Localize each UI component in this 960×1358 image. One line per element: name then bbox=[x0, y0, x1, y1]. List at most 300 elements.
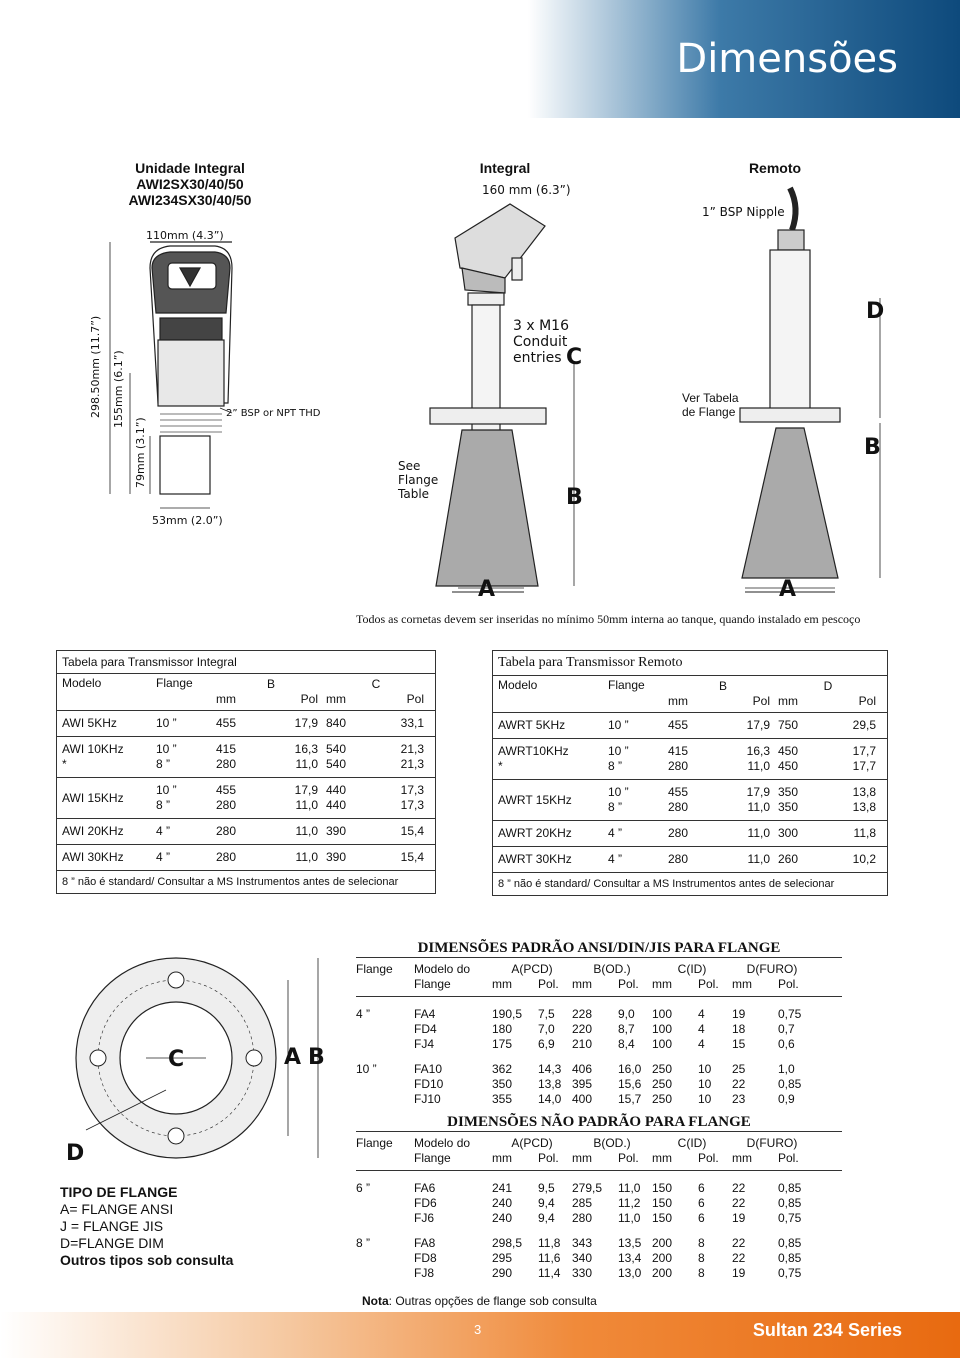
flange-value: 180 bbox=[492, 1022, 513, 1036]
flange-drawing bbox=[56, 940, 346, 1170]
b-mm-cell bbox=[216, 742, 268, 772]
integral-horn-drawing bbox=[430, 204, 574, 588]
flange-value: 0,85 bbox=[778, 1251, 802, 1265]
flange-header-spacer bbox=[356, 977, 414, 992]
flange-subheader-cell: mm bbox=[732, 1151, 752, 1165]
modelo-cell-line: AWI 10KHz bbox=[62, 742, 124, 756]
flange-value: FA8 bbox=[414, 1236, 436, 1250]
c-pol-cell-line: 21,3 bbox=[400, 742, 424, 756]
flange-header-cell: A(PCD) bbox=[511, 1136, 553, 1150]
b-pol-cell bbox=[720, 852, 778, 867]
see-flange-1: See bbox=[398, 459, 421, 473]
flange-value: 0,85 bbox=[778, 1077, 802, 1091]
flange-cell-line: 8 ” bbox=[608, 759, 623, 773]
flange-d-in-col bbox=[778, 1181, 812, 1226]
flange-value: 22 bbox=[732, 1251, 746, 1265]
transmitter-drawings bbox=[0, 118, 960, 608]
flange-a-in-col bbox=[538, 1007, 572, 1052]
modelo-cell bbox=[498, 852, 608, 867]
c-mm-cell bbox=[326, 824, 376, 839]
flange-subheader-cell: mm bbox=[652, 1151, 672, 1165]
b-pol-cell-line: 11,0 bbox=[747, 800, 770, 814]
modelo-cell-line: * bbox=[62, 757, 67, 771]
b-mm-cell-line: 280 bbox=[668, 759, 689, 773]
b-pol-cell-line: 17,9 bbox=[294, 716, 318, 730]
flange-value: 15,6 bbox=[618, 1077, 642, 1091]
flange-type-jis: J = FLANGE JIS bbox=[60, 1218, 164, 1234]
letter-a-remote: A bbox=[779, 577, 797, 602]
table-row bbox=[493, 821, 887, 847]
flange-value: 11,6 bbox=[538, 1251, 561, 1265]
flange-value: 9,4 bbox=[538, 1196, 555, 1210]
flange-value: 9,0 bbox=[618, 1007, 635, 1021]
letter-a-integral: A bbox=[478, 577, 496, 602]
table-row bbox=[57, 778, 435, 819]
modelo-cell bbox=[62, 850, 156, 865]
col-d-group bbox=[778, 679, 878, 709]
c-mm-cell-line: 540 bbox=[326, 742, 347, 756]
c-pol-cell-line: 21,3 bbox=[400, 757, 424, 771]
note-bold: Nota bbox=[362, 1294, 389, 1308]
flange-value: 22 bbox=[732, 1196, 746, 1210]
flange-value: 190,5 bbox=[492, 1007, 523, 1021]
ver-tabela-2: de Flange bbox=[682, 405, 736, 419]
flange-value: 0,6 bbox=[778, 1037, 795, 1051]
table-row bbox=[493, 847, 887, 873]
flange-value: 10 bbox=[698, 1092, 712, 1106]
integral-unit-model-1: AWI2SX30/40/50 bbox=[136, 176, 244, 192]
flange-nonstd-title: DIMENSÕES NÃO PADRÃO PARA FLANGE bbox=[356, 1114, 842, 1132]
flange-subheader-cell: Flange bbox=[414, 1151, 451, 1165]
table-row bbox=[57, 711, 435, 737]
b-mm-cell bbox=[216, 783, 268, 813]
b-mm-cell-line: 455 bbox=[216, 716, 237, 730]
b-pol-cell-line: 16,3 bbox=[294, 742, 318, 756]
flange-value: 0,75 bbox=[778, 1266, 802, 1280]
letter-b-integral: B bbox=[566, 485, 583, 510]
flange-d-in-col bbox=[778, 1062, 812, 1107]
b-pol-cell-line: 11,0 bbox=[747, 759, 770, 773]
flange-header-cell: B(OD.) bbox=[593, 962, 631, 976]
modelo-cell bbox=[62, 791, 156, 806]
table-row bbox=[57, 845, 435, 871]
flange-cell-line: 4 ” bbox=[608, 826, 623, 840]
letter-b-remote: B bbox=[864, 435, 881, 460]
flange-value: 100 bbox=[652, 1007, 673, 1021]
col-c: C bbox=[371, 677, 381, 691]
modelo-cell bbox=[498, 718, 608, 733]
c-pol-cell bbox=[376, 783, 424, 813]
integral-unit-model-2: AWI234SX30/40/50 bbox=[128, 192, 252, 208]
flange-subheader-cell: Pol. bbox=[778, 1151, 799, 1165]
nipple-label: 1” BSP Nipple bbox=[702, 205, 785, 219]
integral-table-header bbox=[57, 674, 435, 711]
flange-group bbox=[356, 997, 842, 1052]
flange-value: 395 bbox=[572, 1077, 593, 1091]
flange-value: 4 bbox=[698, 1007, 705, 1021]
flange-size-cell: 10 ” bbox=[356, 1062, 377, 1076]
flange-subheader-cell: mm bbox=[732, 977, 752, 991]
b-mm-cell-line: 415 bbox=[668, 744, 689, 758]
flange-value: 210 bbox=[572, 1037, 593, 1051]
flange-a-mm-col bbox=[492, 1181, 538, 1226]
flange-value: 343 bbox=[572, 1236, 593, 1250]
c-pol-cell bbox=[828, 744, 876, 774]
col-c-pol: Pol bbox=[406, 692, 424, 706]
flange-letter-d: D bbox=[66, 1141, 85, 1166]
c-pol-cell-line: 10,2 bbox=[852, 852, 876, 866]
b-mm-cell-line: 455 bbox=[216, 783, 237, 797]
flange-subheader-cell: mm bbox=[492, 977, 512, 991]
flange-value: 6 bbox=[698, 1181, 705, 1195]
flange-d-in-col bbox=[778, 1007, 812, 1052]
table-row bbox=[493, 713, 887, 739]
flange-c-mm-col bbox=[652, 1181, 698, 1226]
b-pol-cell bbox=[268, 783, 326, 813]
flange-header-row-2 bbox=[356, 977, 842, 997]
b-pol-cell-line: 11,0 bbox=[295, 824, 318, 838]
flange-cell-line: 10 ” bbox=[608, 744, 629, 758]
letter-c-integral: C bbox=[566, 345, 583, 370]
c-pol-cell bbox=[828, 785, 876, 815]
modelo-cell bbox=[62, 742, 156, 772]
flange-subheader-cell: Pol. bbox=[538, 977, 559, 991]
b-pol-cell-line: 17,9 bbox=[294, 783, 318, 797]
c-mm-cell-line: 390 bbox=[326, 824, 347, 838]
flange-subheader-cell: mm bbox=[572, 1151, 592, 1165]
flange-value: 0,85 bbox=[778, 1196, 802, 1210]
c-pol-cell bbox=[828, 852, 876, 867]
flange-subheader-cell: Pol. bbox=[698, 977, 719, 991]
dim-110-label: 110mm (4.3”) bbox=[146, 229, 224, 242]
flange-value: 8 bbox=[698, 1251, 705, 1265]
c-mm-cell bbox=[326, 742, 376, 772]
c-pol-cell-line: 29,5 bbox=[852, 718, 876, 732]
flange-value: 0,75 bbox=[778, 1211, 802, 1225]
col-b-group bbox=[216, 677, 326, 707]
see-flange-3: Table bbox=[398, 487, 430, 501]
col-d-mm: mm bbox=[778, 694, 798, 708]
col-c-group bbox=[326, 677, 426, 707]
flange-value: 13,4 bbox=[618, 1251, 642, 1265]
flange-a-mm-col bbox=[492, 1007, 538, 1052]
flange-cell bbox=[156, 742, 216, 772]
flange-value: 150 bbox=[652, 1181, 673, 1195]
flange-value: 285 bbox=[572, 1196, 593, 1210]
flange-a-mm-col bbox=[492, 1062, 538, 1107]
flange-value: 1,0 bbox=[778, 1062, 795, 1076]
integral-table bbox=[56, 650, 436, 894]
c-mm-cell-line: 540 bbox=[326, 757, 347, 771]
dim-298-label: 298.50mm (11.7”) bbox=[89, 315, 102, 418]
flange-cell-line: 4 ” bbox=[608, 852, 623, 866]
remote-table bbox=[492, 650, 888, 896]
integral-table-title: Tabela para Transmissor Integral bbox=[57, 651, 435, 674]
flange-a-in-col bbox=[538, 1062, 572, 1107]
flange-cell bbox=[156, 783, 216, 813]
b-mm-cell-line: 280 bbox=[668, 826, 689, 840]
flange-c-mm-col bbox=[652, 1236, 698, 1281]
b-mm-cell-line: 280 bbox=[216, 850, 237, 864]
b-mm-cell-line: 415 bbox=[216, 742, 237, 756]
flange-subheader-cell: mm bbox=[572, 977, 592, 991]
c-pol-cell-line: 15,4 bbox=[400, 824, 424, 838]
flange-d-in-col bbox=[778, 1236, 812, 1281]
flange-value: 13,8 bbox=[538, 1077, 562, 1091]
flange-header-cell: B(OD.) bbox=[593, 1136, 631, 1150]
dim-79-label: 79mm (3.1”) bbox=[134, 417, 147, 488]
col-modelo: Modelo bbox=[498, 678, 538, 692]
c-mm-cell-line: 300 bbox=[778, 826, 799, 840]
flange-cell-line: 10 ” bbox=[156, 783, 177, 797]
flange-value: 15 bbox=[732, 1037, 746, 1051]
flange-cell-line: 10 ” bbox=[156, 716, 177, 730]
c-pol-cell bbox=[376, 716, 424, 731]
flange-value: 280 bbox=[572, 1211, 593, 1225]
flange-value: 11,8 bbox=[538, 1236, 561, 1250]
flange-cell bbox=[156, 824, 216, 839]
flange-d-mm-col bbox=[732, 1236, 778, 1281]
c-mm-cell bbox=[326, 850, 376, 865]
flange-c-in-col bbox=[698, 1181, 732, 1226]
m16-label-2: Conduit bbox=[513, 334, 568, 350]
m16-label-3: entries bbox=[513, 350, 562, 366]
col-b-group bbox=[668, 679, 778, 709]
c-mm-cell bbox=[778, 785, 828, 815]
b-pol-cell-line: 11,0 bbox=[747, 826, 770, 840]
flange-header-cell: A(PCD) bbox=[511, 962, 553, 976]
modelo-cell-line: AWRT10KHz bbox=[498, 744, 569, 758]
flange-a-mm-col bbox=[492, 1236, 538, 1281]
flange-value: FD4 bbox=[414, 1022, 437, 1036]
flange-cell bbox=[156, 716, 216, 731]
b-pol-cell bbox=[268, 824, 326, 839]
flange-subheader-cell: Pol. bbox=[538, 1151, 559, 1165]
flange-value: FA6 bbox=[414, 1181, 436, 1195]
flange-header-cell: Flange bbox=[356, 1136, 393, 1150]
c-pol-cell-line: 33,1 bbox=[400, 716, 424, 730]
flange-value: 0,75 bbox=[778, 1007, 802, 1021]
flange-letter-a: A bbox=[284, 1045, 302, 1070]
c-pol-cell-line: 11,8 bbox=[853, 826, 876, 840]
table-row bbox=[57, 819, 435, 845]
col-modelo: Modelo bbox=[62, 676, 102, 690]
b-pol-cell bbox=[720, 785, 778, 815]
flange-value: 362 bbox=[492, 1062, 513, 1076]
modelo-cell-line: AWRT 20KHz bbox=[498, 826, 572, 840]
flange-value: FJ10 bbox=[414, 1092, 441, 1106]
flange-b-mm-col bbox=[572, 1062, 618, 1107]
flange-group bbox=[356, 1226, 842, 1281]
flange-value: 11,4 bbox=[538, 1266, 561, 1280]
b-mm-cell bbox=[668, 744, 720, 774]
flange-value: 23 bbox=[732, 1092, 746, 1106]
flange-types-title: TIPO DE FLANGE bbox=[60, 1184, 178, 1200]
b-pol-cell-line: 11,0 bbox=[295, 757, 318, 771]
flange-c-in-col bbox=[698, 1062, 732, 1107]
flange-cell-line: 10 ” bbox=[608, 718, 629, 732]
c-mm-cell-line: 390 bbox=[326, 850, 347, 864]
flange-value: 350 bbox=[492, 1077, 513, 1091]
flange-value: 25 bbox=[732, 1062, 746, 1076]
col-b-mm: mm bbox=[668, 694, 688, 708]
flange-value: 228 bbox=[572, 1007, 593, 1021]
c-mm-cell bbox=[326, 716, 376, 731]
flange-value: 400 bbox=[572, 1092, 593, 1106]
remote-table-title: Tabela para Transmissor Remoto bbox=[493, 651, 887, 676]
flange-value: FA10 bbox=[414, 1062, 443, 1076]
flange-b-in-col bbox=[618, 1181, 652, 1226]
flange-value: 19 bbox=[732, 1211, 746, 1225]
flange-nonstd-table bbox=[356, 1114, 842, 1281]
flange-c-in-col bbox=[698, 1236, 732, 1281]
b-pol-cell-line: 11,0 bbox=[747, 852, 770, 866]
flange-value: 0,85 bbox=[778, 1181, 802, 1195]
flange-size-cell: 4 ” bbox=[356, 1007, 371, 1021]
modelo-cell-line: AWRT 30KHz bbox=[498, 852, 572, 866]
c-mm-cell bbox=[778, 852, 828, 867]
flange-type-dim: D=FLANGE DIM bbox=[60, 1235, 164, 1251]
remoto-label: Remoto bbox=[748, 160, 802, 176]
flange-d-mm-col bbox=[732, 1181, 778, 1226]
flange-b-mm-col bbox=[572, 1181, 618, 1226]
b-mm-cell bbox=[216, 716, 268, 731]
flange-header-row-1 bbox=[356, 958, 842, 977]
b-mm-cell-line: 280 bbox=[668, 852, 689, 866]
modelo-cell bbox=[498, 744, 608, 774]
b-mm-cell bbox=[216, 824, 268, 839]
b-pol-cell bbox=[268, 716, 326, 731]
flange-value: 14,0 bbox=[538, 1092, 562, 1106]
b-mm-cell-line: 455 bbox=[668, 718, 689, 732]
integral-unit-drawing bbox=[110, 242, 232, 508]
flange-c-mm-col bbox=[652, 1062, 698, 1107]
flange-subheader-cell: Pol. bbox=[698, 1151, 719, 1165]
c-pol-cell-line: 17,7 bbox=[852, 744, 876, 758]
b-pol-cell bbox=[268, 850, 326, 865]
flange-cell-line: 10 ” bbox=[608, 785, 629, 799]
flange-value: 298,5 bbox=[492, 1236, 523, 1250]
col-b-pol: Pol bbox=[300, 692, 318, 706]
flange-value: 200 bbox=[652, 1266, 673, 1280]
table-row bbox=[493, 780, 887, 821]
flange-subheader-cell: Pol. bbox=[618, 1151, 639, 1165]
flange-cell bbox=[608, 718, 668, 733]
dim-160-label: 160 mm (6.3”) bbox=[482, 183, 571, 197]
flange-value: 0,85 bbox=[778, 1236, 802, 1250]
flange-cell-line: 4 ” bbox=[156, 850, 171, 864]
flange-value: 406 bbox=[572, 1062, 593, 1076]
flange-header-cell: D(FURO) bbox=[746, 1136, 798, 1150]
flange-subheader-cell: mm bbox=[652, 977, 672, 991]
flange-value: 22 bbox=[732, 1236, 746, 1250]
modelo-cell bbox=[62, 716, 156, 731]
c-mm-cell bbox=[778, 826, 828, 841]
flange-value: 8,4 bbox=[618, 1037, 635, 1051]
flange-value: 4 bbox=[698, 1022, 705, 1036]
flange-d-mm-col bbox=[732, 1062, 778, 1107]
flange-subheader-cell: mm bbox=[492, 1151, 512, 1165]
col-flange: Flange bbox=[156, 676, 193, 690]
col-d-pol: Pol bbox=[858, 694, 876, 708]
flange-value: 19 bbox=[732, 1266, 746, 1280]
b-mm-cell-line: 455 bbox=[668, 785, 689, 799]
remote-horn-drawing bbox=[740, 188, 880, 588]
b-pol-cell-line: 11,0 bbox=[295, 798, 318, 812]
flange-value: 290 bbox=[492, 1266, 513, 1280]
dim-155-label: 155mm (6.1”) bbox=[112, 350, 125, 428]
b-pol-cell bbox=[720, 826, 778, 841]
c-pol-cell-line: 17,7 bbox=[852, 759, 876, 773]
flange-header-cell: Modelo do bbox=[414, 1136, 471, 1150]
flange-value: 295 bbox=[492, 1251, 513, 1265]
flange-d-mm-col bbox=[732, 1007, 778, 1052]
b-mm-cell bbox=[668, 826, 720, 841]
flange-value: FA4 bbox=[414, 1007, 436, 1021]
integral-label: Integral bbox=[479, 160, 531, 176]
flange-value: 279,5 bbox=[572, 1181, 603, 1195]
c-pol-cell bbox=[376, 824, 424, 839]
flange-value: 10 bbox=[698, 1062, 712, 1076]
flange-group bbox=[356, 1052, 842, 1107]
b-mm-cell bbox=[668, 718, 720, 733]
b-pol-cell-line: 11,0 bbox=[295, 850, 318, 864]
flange-header-cell: C(ID) bbox=[677, 1136, 707, 1150]
flange-value: 250 bbox=[652, 1092, 673, 1106]
col-flange: Flange bbox=[608, 678, 645, 692]
flange-cell bbox=[608, 785, 668, 815]
flange-cell-line: 8 ” bbox=[156, 757, 171, 771]
flange-value: 6 bbox=[698, 1196, 705, 1210]
b-pol-cell-line: 17,9 bbox=[746, 718, 770, 732]
flange-value: 355 bbox=[492, 1092, 513, 1106]
flange-letter-c: C bbox=[168, 1047, 185, 1072]
flange-value: 9,4 bbox=[538, 1211, 555, 1225]
c-pol-cell-line: 15,4 bbox=[400, 850, 424, 864]
flange-value: 250 bbox=[652, 1062, 673, 1076]
flange-cell bbox=[608, 826, 668, 841]
flange-c-in-col bbox=[698, 1007, 732, 1052]
note-text: : Outras opções de flange sob consulta bbox=[388, 1294, 597, 1308]
flange-value: 13,5 bbox=[618, 1236, 642, 1250]
flange-value: 6 bbox=[698, 1211, 705, 1225]
flange-value: 4 bbox=[698, 1037, 705, 1051]
remote-table-footnote: 8 ” não é standard/ Consultar a MS Instrumentos antes de selecionar bbox=[498, 878, 835, 890]
flange-group bbox=[356, 1171, 842, 1226]
modelo-cell bbox=[498, 826, 608, 841]
flange-letter-b: B bbox=[308, 1045, 325, 1070]
flange-value: FJ4 bbox=[414, 1037, 435, 1051]
flange-value: FD8 bbox=[414, 1251, 437, 1265]
flange-cell bbox=[608, 744, 668, 774]
modelo-cell-line: AWI 30KHz bbox=[62, 850, 124, 864]
flange-std-title: DIMENSÕES PADRÃO ANSI/DIN/JIS PARA FLANGE bbox=[356, 940, 842, 958]
flange-value: 11,0 bbox=[618, 1211, 641, 1225]
flange-cell bbox=[608, 852, 668, 867]
flange-value: 19 bbox=[732, 1007, 746, 1021]
flange-header-cell: D(FURO) bbox=[746, 962, 798, 976]
flange-value: 8 bbox=[698, 1236, 705, 1250]
flange-value: 10 bbox=[698, 1077, 712, 1091]
flange-value: 16,0 bbox=[618, 1062, 642, 1076]
modelo-cell-line: AWRT 5KHz bbox=[498, 718, 566, 732]
flange-cell bbox=[156, 850, 216, 865]
c-mm-cell-line: 440 bbox=[326, 783, 347, 797]
series-name: Sultan 234 Series bbox=[752, 1320, 902, 1340]
flange-models-col bbox=[414, 1007, 492, 1052]
flange-value: 175 bbox=[492, 1037, 513, 1051]
horn-note: Todos as cornetas devem ser inseridas no mínimo 50mm interna ao tanque, quando instalado em pescoço bbox=[356, 612, 861, 626]
